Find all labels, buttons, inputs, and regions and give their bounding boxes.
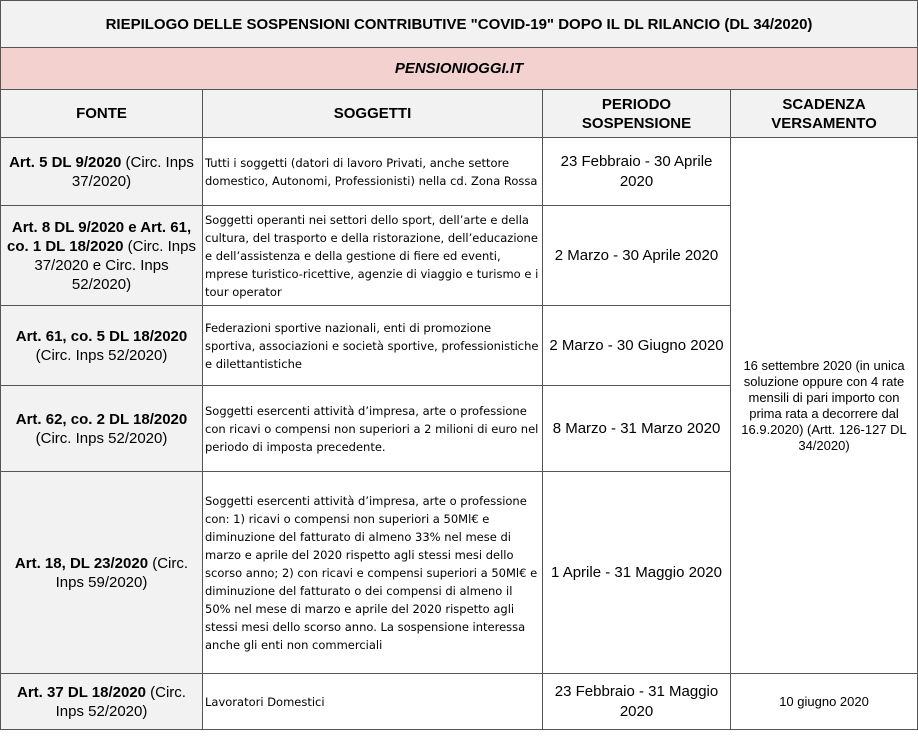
fonte-rest: (Circ. Inps 37/2020 e Circ. Inps 52/2020) xyxy=(34,237,196,293)
fonte-bold: Art. 37 DL 18/2020 xyxy=(17,683,146,701)
fonte-rest: (Circ. Inps 59/2020) xyxy=(55,554,189,591)
fonte-bold: Art. 18, DL 23/2020 xyxy=(14,554,149,572)
periodo-cell: 1 Aprile - 31 Maggio 2020 xyxy=(543,472,731,674)
fonte-cell xyxy=(1,674,203,730)
table-row xyxy=(1,138,918,206)
periodo-cell: 8 Marzo - 31 Marzo 2020 xyxy=(543,386,731,472)
scadenza-cell: 10 giugno 2020 xyxy=(731,674,918,730)
scadenza-merged-cell: 16 settembre 2020 (in unica soluzione oppure con 4 rate mensili di pari importo con prima rata a decorrere dal 16.9.2020) (Artt. 126-127 DL 34/2020) xyxy=(731,138,918,674)
header-fonte: FONTE xyxy=(1,90,203,138)
table-title: RIEPILOGO DELLE SOSPENSIONI CONTRIBUTIVE "COVID-19" DOPO IL DL RILANCIO (DL 34/2020) xyxy=(1,1,918,48)
site-name: PENSIONIOGGI.IT xyxy=(1,48,918,90)
soggetti-cell: Soggetti esercenti attività d’impresa, arte o professione con: 1) ricavi o compensi non superiori a 50Ml€ e diminuzione del fatturato di almeno 33% nel mese di marzo e aprile del 2020 rispetto agli stessi mesi dello scorso anno; 2) con ricavi e compensi superiori a 50Ml€ e diminuzione del fatturato o dei compensi di almeno il 50% nel mese di marzo e aprile del 2020 rispetto agli stessi mesi dello scorso anno. La sospensione interessa anche gli enti non commerciali xyxy=(203,472,543,674)
soggetti-cell: Lavoratori Domestici xyxy=(203,674,543,730)
fonte-cell xyxy=(1,386,203,472)
fonte-rest: (Circ. Inps 52/2020) xyxy=(55,683,186,720)
soggetti-cell: Soggetti esercenti attività d’impresa, arte o professione con ricavi o compensi non superiori a 2 milioni di euro nel periodo di imposta precedente. xyxy=(203,386,543,472)
periodo-cell: 23 Febbraio - 30 Aprile 2020 xyxy=(543,138,731,206)
fonte-cell xyxy=(1,472,203,674)
fonte-bold: Art. 8 DL 9/2020 e Art. 61, co. 1 DL 18/2020 xyxy=(7,218,192,255)
fonte-cell xyxy=(1,206,203,306)
fonte-bold: Art. 5 DL 9/2020 xyxy=(9,153,122,171)
soggetti-cell: Federazioni sportive nazionali, enti di promozione sportiva, associazioni e società sportive, professionistiche e dilettantistiche xyxy=(203,306,543,386)
periodo-cell: 2 Marzo - 30 Giugno 2020 xyxy=(543,306,731,386)
table-row xyxy=(1,674,918,730)
periodo-cell: 2 Marzo - 30 Aprile 2020 xyxy=(543,206,731,306)
fonte-bold: Art. 62, co. 2 DL 18/2020 xyxy=(15,410,188,428)
fonte-rest: (Circ. Inps 52/2020) xyxy=(35,346,168,364)
header-scadenza: SCADENZA VERSAMENTO xyxy=(731,90,918,138)
header-soggetti: SOGGETTI xyxy=(203,90,543,138)
fonte-cell xyxy=(1,306,203,386)
fonte-bold: Art. 61, co. 5 DL 18/2020 xyxy=(15,327,188,345)
soggetti-cell: Tutti i soggetti (datori di lavoro Privati, anche settore domestico, Autonomi, Professionisti) nella cd. Zona Rossa xyxy=(203,138,543,206)
soggetti-cell: Soggetti operanti nei settori dello sport, dell’arte e della cultura, del trasporto e della ristorazione, dell’educazione e dell’assistenza e della gestione di fiere ed eventi, mprese turistico-ricettive, agenzie di viaggio e turismo e i tour operator xyxy=(203,206,543,306)
fonte-rest: (Circ. Inps 37/2020) xyxy=(71,153,194,190)
fonte-rest: (Circ. Inps 52/2020) xyxy=(35,429,168,447)
periodo-cell: 23 Febbraio - 31 Maggio 2020 xyxy=(543,674,731,730)
header-periodo: PERIODO SOSPENSIONE xyxy=(543,90,731,138)
fonte-cell xyxy=(1,138,203,206)
